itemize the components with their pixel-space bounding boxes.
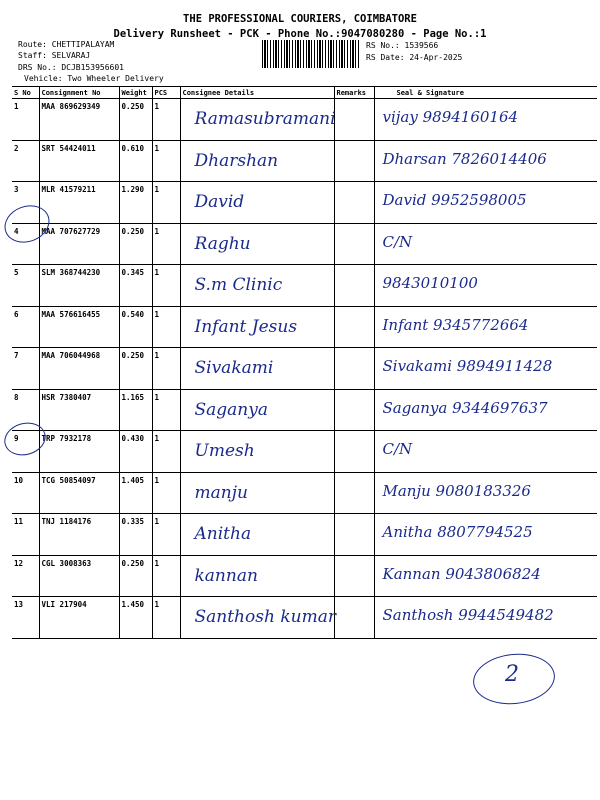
cell-pcs: 1 — [152, 306, 180, 348]
handwritten-signature: Kannan 9043806824 — [382, 564, 541, 583]
cell-weight: 0.345 — [119, 265, 152, 307]
cell-consignment-no: TRP 7932178 — [39, 431, 119, 473]
cell-sno: 3 — [12, 182, 39, 224]
cell-signature — [374, 472, 597, 514]
col-consignment: Consignment No — [39, 87, 119, 99]
cell-remarks — [334, 140, 374, 182]
cell-weight: 0.250 — [119, 99, 152, 141]
staff-label: Staff: SELVARAJ — [18, 51, 91, 60]
cell-pcs: 1 — [152, 555, 180, 597]
cell-consignment-no: SLM 368744230 — [39, 265, 119, 307]
cell-signature — [374, 389, 597, 431]
page-mark: 2 — [505, 662, 519, 687]
cell-weight: 0.335 — [119, 514, 152, 556]
table-row — [12, 306, 597, 348]
cell-signature — [374, 306, 597, 348]
handwritten-signature: David 9952598005 — [382, 191, 527, 209]
cell-weight: 0.610 — [119, 140, 152, 182]
runsheet-title: Delivery Runsheet - PCK - Phone No.:9047080280 - Page No.:1 — [113, 28, 487, 40]
cell-weight: 0.250 — [119, 223, 152, 265]
cell-remarks — [334, 182, 374, 224]
table-row — [12, 431, 597, 473]
cell-remarks — [334, 472, 374, 514]
route-label: Route: CHETTIPALAYAM — [18, 40, 115, 49]
cell-weight: 0.430 — [119, 431, 152, 473]
cell-consignment-no: TCG 50854097 — [39, 472, 119, 514]
cell-consignment-no: TNJ 1184176 — [39, 514, 119, 556]
cell-remarks — [334, 514, 374, 556]
table-row — [12, 140, 597, 182]
company-title: THE PROFESSIONAL COURIERS, COIMBATORE — [183, 13, 417, 25]
cell-pcs: 1 — [152, 597, 180, 639]
cell-remarks — [334, 348, 374, 390]
cell-consignment-no: MAA 869629349 — [39, 99, 119, 141]
handwritten-consignee: Saganya — [194, 399, 268, 420]
handwritten-consignee: S.m Clinic — [194, 275, 283, 295]
rs-number: RS No.: 1539566 — [366, 41, 439, 50]
handwritten-consignee: Dharshan — [194, 150, 279, 171]
cell-pcs: 1 — [152, 431, 180, 473]
cell-signature — [374, 555, 597, 597]
cell-consignee — [180, 99, 334, 141]
table-row — [12, 265, 597, 307]
cell-weight: 0.250 — [119, 555, 152, 597]
vehicle-label: Vehicle: Two Wheeler Delivery — [24, 74, 164, 83]
cell-signature — [374, 223, 597, 265]
cell-consignee — [180, 555, 334, 597]
col-consignee: Consignee Details — [180, 87, 334, 99]
handwritten-consignee: David — [194, 192, 245, 212]
cell-pcs: 1 — [152, 265, 180, 307]
cell-consignee — [180, 431, 334, 473]
cell-consignment-no: MAA 706044968 — [39, 348, 119, 390]
runsheet-table — [12, 86, 597, 639]
cell-signature — [374, 514, 597, 556]
cell-consignee — [180, 389, 334, 431]
cell-remarks — [334, 265, 374, 307]
cell-consignment-no: MLR 41579211 — [39, 182, 119, 224]
cell-consignee — [180, 514, 334, 556]
cell-sno: 9 — [12, 431, 39, 473]
cell-remarks — [334, 223, 374, 265]
handwritten-consignee: Umesh — [194, 441, 255, 461]
cell-remarks — [334, 389, 374, 431]
handwritten-consignee: Sivakami — [194, 358, 274, 378]
cell-weight: 1.450 — [119, 597, 152, 639]
cell-signature — [374, 182, 597, 224]
cell-remarks — [334, 99, 374, 141]
cell-signature — [374, 265, 597, 307]
cell-sno: 1 — [12, 99, 39, 141]
cell-remarks — [334, 431, 374, 473]
table-header-row — [12, 87, 597, 99]
handwritten-signature: Santhosh 9944549482 — [382, 606, 554, 624]
cell-remarks — [334, 555, 374, 597]
col-weight: Weight — [119, 87, 152, 99]
col-signature: Seal & Signature — [374, 87, 597, 99]
table-row — [12, 223, 597, 265]
cell-sno: 10 — [12, 472, 39, 514]
cell-consignee — [180, 597, 334, 639]
cell-pcs: 1 — [152, 140, 180, 182]
col-pcs: PCS — [152, 87, 180, 99]
cell-consignee — [180, 472, 334, 514]
cell-weight: 1.165 — [119, 389, 152, 431]
barcode-image — [262, 40, 360, 68]
cell-pcs: 1 — [152, 223, 180, 265]
cell-pcs: 1 — [152, 472, 180, 514]
handwritten-consignee: Ramasubramani — [194, 109, 336, 129]
cell-consignment-no: HSR 7380407 — [39, 389, 119, 431]
cell-consignee — [180, 140, 334, 182]
handwritten-consignee: Raghu — [194, 233, 251, 254]
cell-signature — [374, 431, 597, 473]
cell-consignee — [180, 306, 334, 348]
table-row — [12, 514, 597, 556]
cell-consignment-no: MAA 707627729 — [39, 223, 119, 265]
cell-sno: 11 — [12, 514, 39, 556]
handwritten-consignee: Infant Jesus — [194, 316, 298, 337]
table-row — [12, 555, 597, 597]
handwritten-signature: Dharsan 7826014406 — [382, 149, 547, 168]
handwritten-signature: C/N — [382, 232, 413, 251]
cell-signature — [374, 597, 597, 639]
drs-label: DRS No.: DCJB153956601 — [18, 63, 124, 72]
cell-pcs: 1 — [152, 348, 180, 390]
cell-signature — [374, 99, 597, 141]
cell-consignee — [180, 348, 334, 390]
handwritten-signature: Infant 9345772664 — [382, 315, 529, 334]
cell-consignee — [180, 182, 334, 224]
cell-sno: 12 — [12, 555, 39, 597]
handwritten-signature: vijay 9894160164 — [382, 108, 519, 126]
handwritten-consignee: Santhosh kumar — [194, 607, 336, 627]
cell-consignment-no: CGL 3008363 — [39, 555, 119, 597]
cell-sno: 6 — [12, 306, 39, 348]
cell-sno: 2 — [12, 140, 39, 182]
table-row — [12, 348, 597, 390]
cell-weight: 0.540 — [119, 306, 152, 348]
cell-pcs: 1 — [152, 389, 180, 431]
cell-consignment-no: SRT 54424011 — [39, 140, 119, 182]
cell-consignee — [180, 223, 334, 265]
cell-pcs: 1 — [152, 99, 180, 141]
cell-sno: 5 — [12, 265, 39, 307]
handwritten-signature: Manju 9080183326 — [382, 481, 531, 500]
cell-sno: 4 — [12, 223, 39, 265]
rs-date: RS Date: 24-Apr-2025 — [366, 53, 463, 62]
cell-weight: 1.405 — [119, 472, 152, 514]
cell-pcs: 1 — [152, 182, 180, 224]
cell-consignment-no: VLI 217904 — [39, 597, 119, 639]
table-row — [12, 182, 597, 224]
handwritten-signature: 9843010100 — [382, 274, 478, 292]
cell-sno: 8 — [12, 389, 39, 431]
cell-weight: 1.290 — [119, 182, 152, 224]
cell-remarks — [334, 306, 374, 348]
table-row — [12, 389, 597, 431]
col-sno: S No — [12, 87, 39, 99]
cell-consignee — [180, 265, 334, 307]
cell-signature — [374, 140, 597, 182]
cell-sno: 13 — [12, 597, 39, 639]
handwritten-consignee: kannan — [194, 565, 258, 586]
cell-remarks — [334, 597, 374, 639]
table-row — [12, 472, 597, 514]
cell-weight: 0.250 — [119, 348, 152, 390]
handwritten-signature: Sivakami 9894911428 — [382, 357, 553, 375]
cell-pcs: 1 — [152, 514, 180, 556]
cell-sno: 7 — [12, 348, 39, 390]
cell-consignment-no: MAA 576616455 — [39, 306, 119, 348]
handwritten-consignee: Anitha — [194, 524, 252, 544]
handwritten-signature: Saganya 9344697637 — [382, 398, 548, 417]
table-row — [12, 99, 597, 141]
table-row — [12, 597, 597, 639]
handwritten-signature: Anitha 8807794525 — [382, 523, 533, 541]
handwritten-consignee: manju — [194, 482, 248, 503]
col-remarks: Remarks — [334, 87, 374, 99]
cell-signature — [374, 348, 597, 390]
handwritten-signature: C/N — [382, 440, 413, 458]
